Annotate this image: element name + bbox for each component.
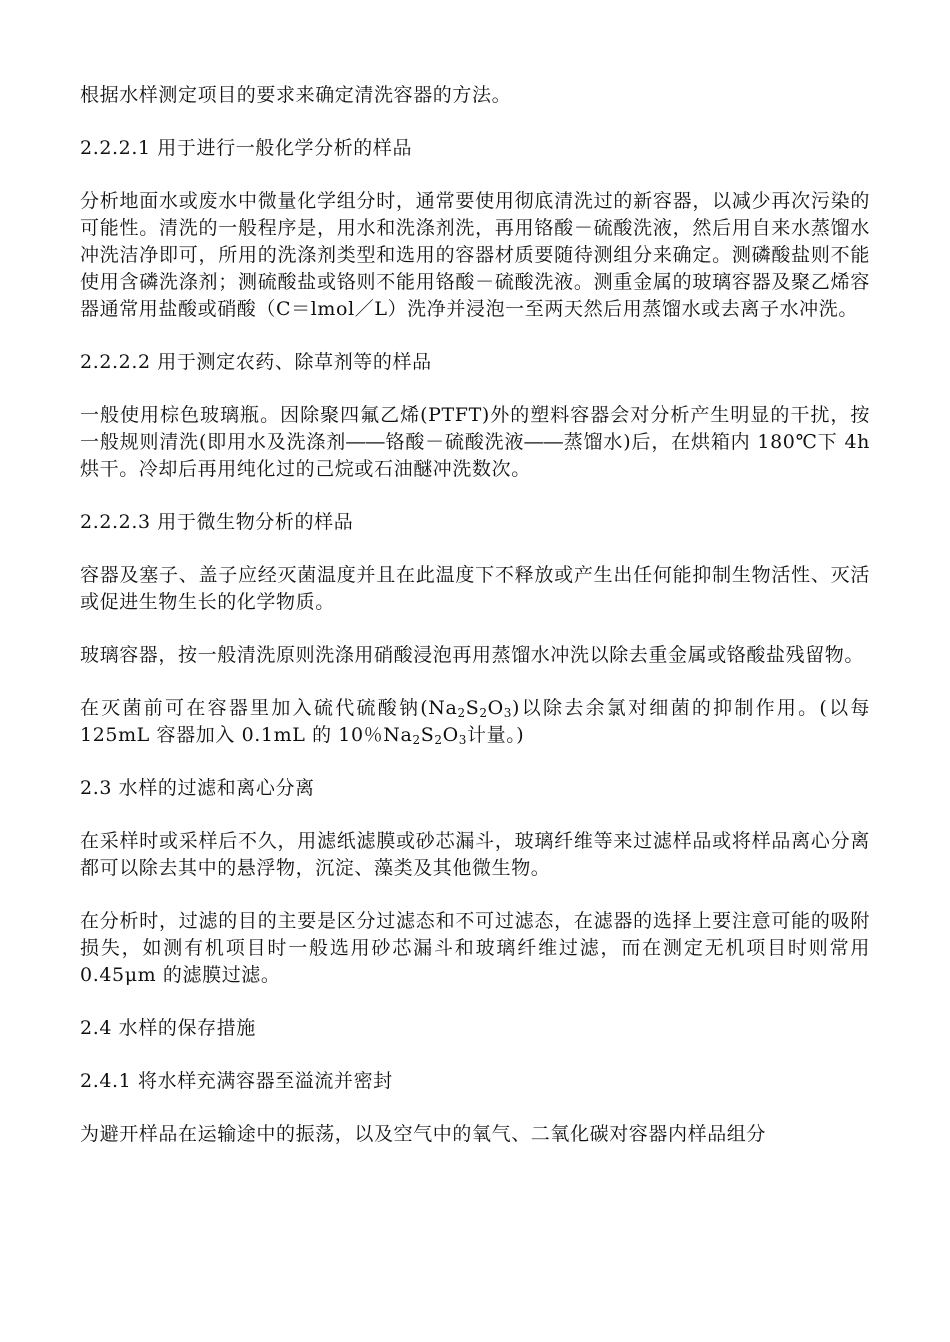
section-heading-2-4-1: 2.4.1 将水样充满容器至溢流并密封 xyxy=(80,1070,393,1092)
paragraph-microbial-containers: 容器及塞子、盖子应经灭菌温度并且在此温度下不释放或产生出任何能抑制生物活性、灭活或促进生物生长的化学物质。 xyxy=(80,564,870,613)
subscript: 3 xyxy=(458,733,467,747)
section-heading-2-2-2-2: 2.2.2.2 用于测定农药、除草剂等的样品 xyxy=(80,351,432,373)
text-run: O xyxy=(442,724,459,746)
paragraph-pesticide-samples: 一般使用棕色玻璃瓶。因除聚四氟乙烯(PTFT)外的塑料容器会对分析产生明显的干扰，按一般规则清洗(即用水及洗涤剂――铬酸－硫酸洗液――蒸馏水)后，在烘箱内 180℃下 4h 烘干。冷却后再用纯化过的己烷或石油醚冲洗数次。 xyxy=(80,404,870,480)
paragraph-filtration-purpose: 在分析时，过滤的目的主要是区分过滤态和不可过滤态，在滤器的选择上要注意可能的吸附损失，如测有机项目时一般选用砂芯漏斗和玻璃纤维过滤，而在测定无机项目时则常用 0.45μm 的滤膜过滤。 xyxy=(80,910,870,986)
text-run: 计量。) xyxy=(467,724,525,746)
paragraph-chemical-analysis: 分析地面水或废水中微量化学组分时，通常要使用彻底清洗过的新容器，以减少再次污染的可能性。清洗的一般程序是，用水和洗涤剂洗，再用铬酸－硫酸洗液，然后用自来水蒸馏水冲洗洁净即可，所用的洗涤剂类型和选用的容器材质要随待测组分来确定。测磷酸盐则不能使用含磷洗涤剂；测硫酸盐或铬则不能用铬酸－硫酸洗液。测重金属的玻璃容器及聚乙烯容器通常用盐酸或硝酸（C＝lmol／L）洗净并浸泡一至两天然后用蒸馏水或去离子水冲洗。 xyxy=(80,190,870,320)
paragraph-filtration: 在采样时或采样后不久，用滤纸滤膜或砂芯漏斗，玻璃纤维等来过滤样品或将样品离心分离都可以除去其中的悬浮物，沉淀、藻类及其他微生物。 xyxy=(80,830,870,879)
paragraph-sodium-thiosulfate xyxy=(80,695,870,749)
subscript: 3 xyxy=(503,706,513,720)
subscript: 2 xyxy=(479,706,488,720)
section-heading-2-2-2-1: 2.2.2.1 用于进行一般化学分析的样品 xyxy=(80,137,413,159)
document-page xyxy=(80,82,870,1174)
section-heading-2-3: 2.3 水样的过滤和离心分离 xyxy=(80,777,315,799)
text-run: )以除去余氯对细菌的抑制作用。(以每 125mL 容器加入 0.1mL 的 10％Na xyxy=(80,697,870,746)
text-run: 在灭菌前可在容器里加入硫代硫酸钠(Na xyxy=(80,697,458,719)
paragraph-intro: 根据水样测定项目的要求来确定清洗容器的方法。 xyxy=(80,84,512,106)
paragraph-fill-container: 为避开样品在运输途中的振荡，以及空气中的氧气、二氧化碳对容器内样品组分 xyxy=(80,1123,767,1145)
text-run: S xyxy=(465,697,480,719)
subscript: 2 xyxy=(434,733,443,747)
paragraph-glass-containers: 玻璃容器，按一般清洗原则洗涤用硝酸浸泡再用蒸馏水冲洗以除去重金属或铬酸盐残留物。 xyxy=(80,644,865,666)
subscript: 2 xyxy=(412,733,421,747)
section-heading-2-2-2-3: 2.2.2.3 用于微生物分析的样品 xyxy=(80,511,354,533)
text-run: O xyxy=(487,697,504,719)
text-run: S xyxy=(420,724,435,746)
subscript: 2 xyxy=(457,706,466,720)
section-heading-2-4: 2.4 水样的保存措施 xyxy=(80,1017,256,1039)
